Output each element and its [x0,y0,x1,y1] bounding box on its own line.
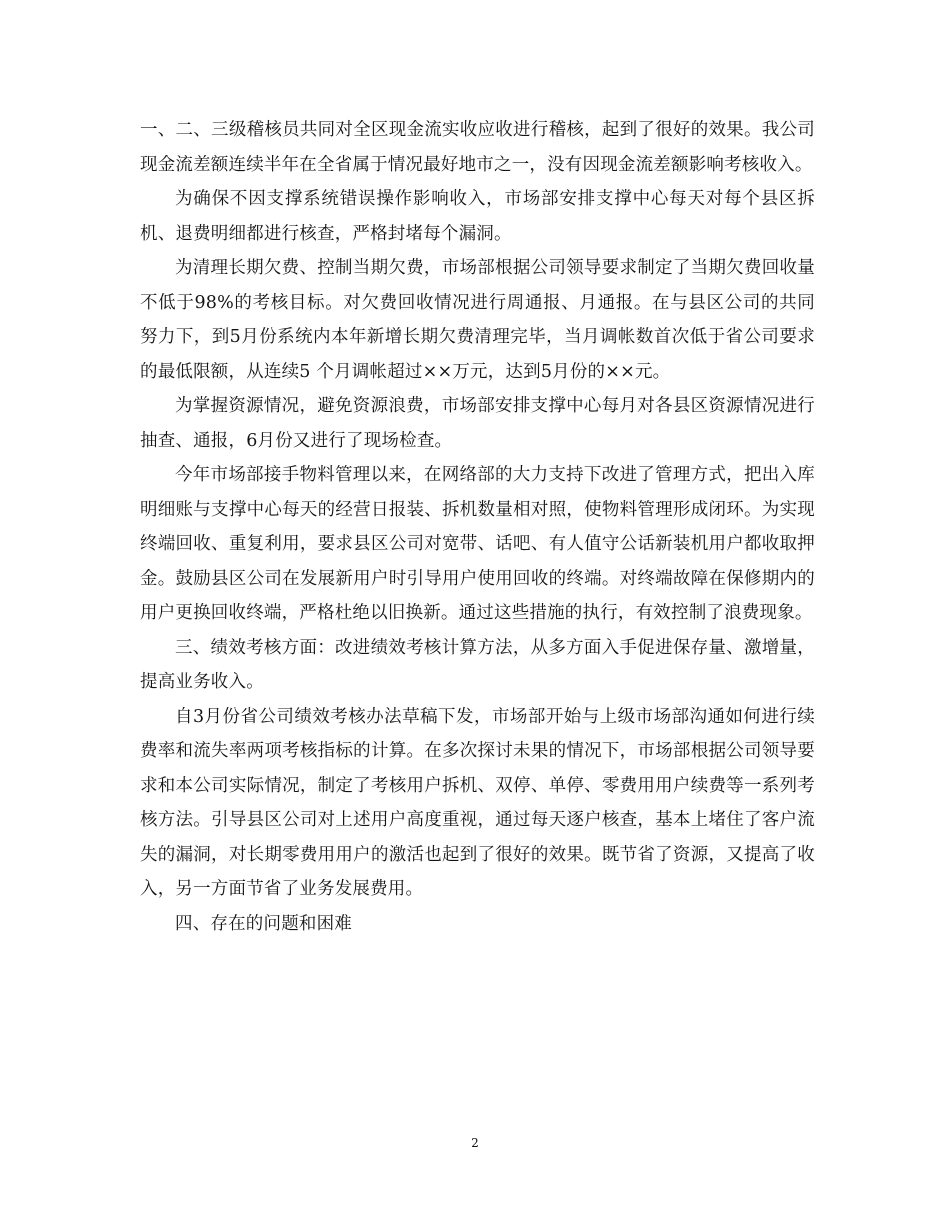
paragraph-7: 自3月份省公司绩效考核办法草稿下发，市场部开始与上级市场部沟通如何进行续费率和流失率两项考核指标的计算。在多次探讨未果的情况下，市场部根据公司领导要求和本公司实际情况，制定了考核用户拆机、双停、单停、零费用用户续费等一系列考核方法。引导县区公司对上述用户高度重视，通过每天逐户核查，基本上堵住了客户流失的漏洞，对长期零费用用户的激活也起到了很好的效果。既节省了资源，又提高了收入，另一方面节省了业务发展费用。 [140,706,815,899]
paragraph-3: 为清理长期欠费、控制当期欠费，市场部根据公司领导要求制定了当期欠费回收量不低于98%的考核目标。对欠费回收情况进行周通报、月通报。在与县区公司的共同努力下，到5月份系统内本年新增长期欠费清理完毕，当月调帐数首次低于省公司要求的最低限额，从连续5 个月调帐超过××万元，达到5月份的××元。 [140,258,815,382]
section-heading-4: 四、存在的问题和困难 [175,913,352,934]
paragraph-1: 一、二、三级稽核员共同对全区现金流实收应收进行稽核，起到了很好的效果。我公司现金流差额连续半年在全省属于情况最好地市之一，没有因现金流差额影响考核收入。 [140,120,815,175]
paragraph-5: 今年市场部接手物料管理以来，在网络部的大力支持下改进了管理方式，把出入库明细账与支撑中心每天的经营日报装、拆机数量相对照，使物料管理形成闭环。为实现终端回收、重复利用，要求县区公司对宽带、话吧、有人值守公话新装机用户都收取押金。鼓励县区公司在发展新用户时引导用户使用回收的终端。对终端故障在保修期内的用户更换回收终端，严格杜绝以旧换新。通过这些措施的执行，有效控制了浪费现象。 [140,465,815,623]
paragraph-2: 为确保不因支撑系统错误操作影响收入，市场部安排支撑中心每天对每个县区拆机、退费明细都进行核查，严格封堵每个漏洞。 [140,189,815,244]
paragraph-4: 为掌握资源情况，避免资源浪费，市场部安排支撑中心每月对各县区资源情况进行抽查、通报，6月份又进行了现场检查。 [140,396,815,451]
document-body [140,113,815,941]
page-number: 2 [471,1136,479,1150]
paragraph-6: 三、绩效考核方面：改进绩效考核计算方法，从多方面入手促进保存量、激增量，提高业务收入。 [140,637,815,692]
